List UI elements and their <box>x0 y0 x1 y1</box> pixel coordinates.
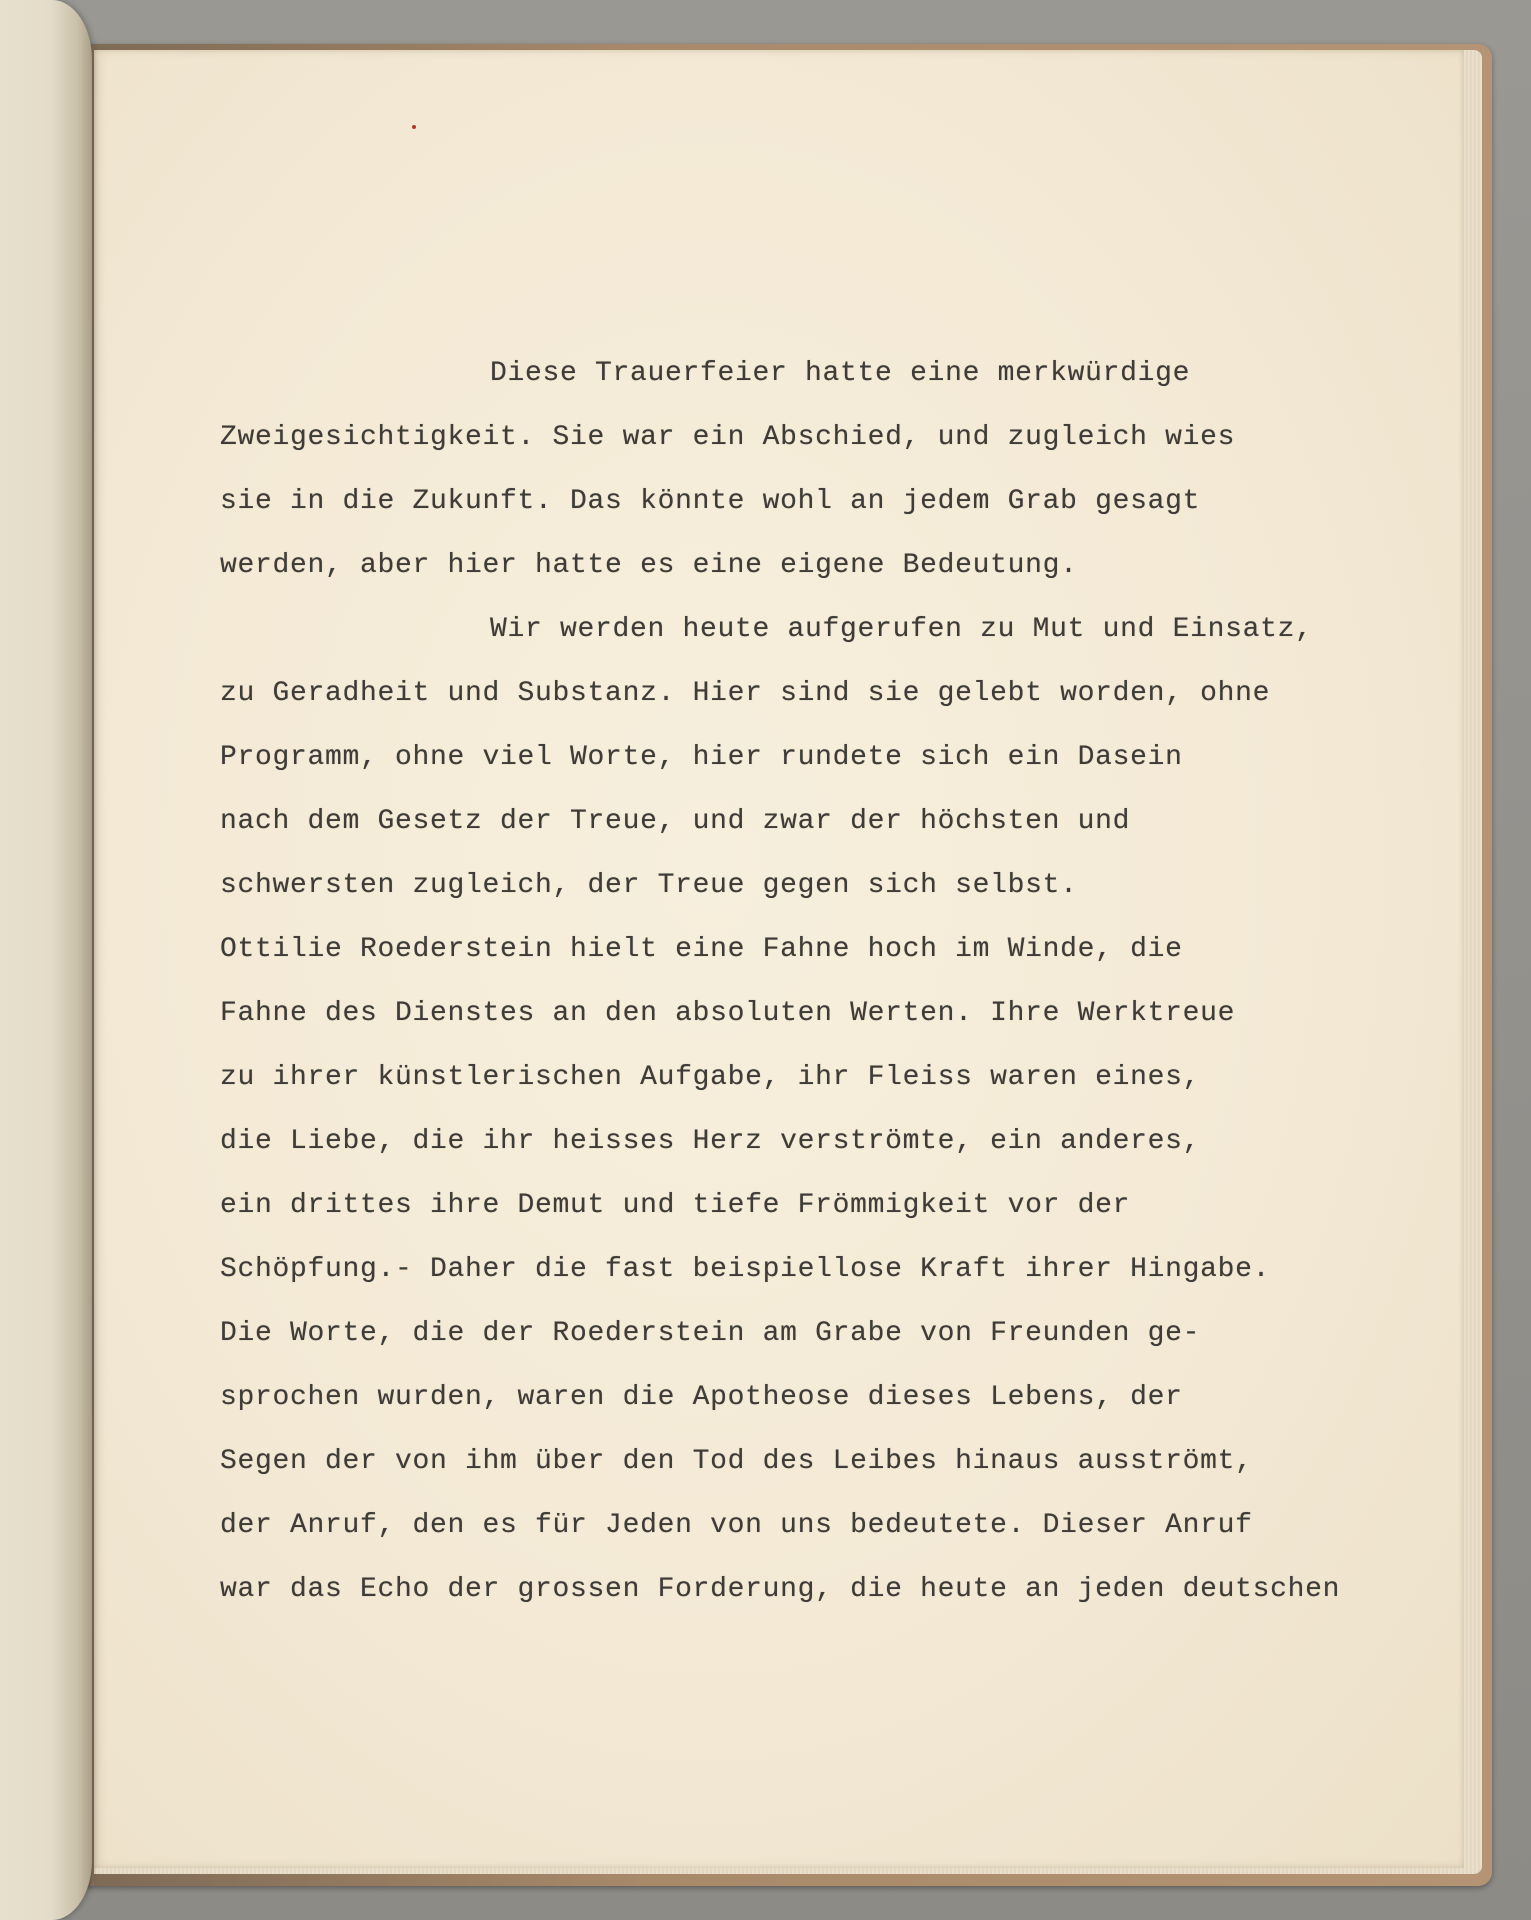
text-line: Zweigesichtigkeit. Sie war ein Abschied, und zugleich wies <box>220 422 1236 453</box>
text-line: Diese Trauerfeier hatte eine merkwürdige <box>490 358 1191 389</box>
text-line: der Anruf, den es für Jeden von uns bedeutete. Dieser Anruf <box>220 1510 1253 1541</box>
facing-left-page <box>0 0 92 1920</box>
text-line: ein drittes ihre Demut und tiefe Frömmigkeit vor der <box>220 1190 1131 1221</box>
text-line: werden, aber hier hatte es eine eigene Bedeutung. <box>220 550 1078 581</box>
text-line: schwersten zugleich, der Treue gegen sich selbst. <box>220 870 1078 901</box>
text-line: Programm, ohne viel Worte, hier rundete sich ein Dasein <box>220 742 1183 773</box>
text-line: sprochen wurden, waren die Apotheose dieses Lebens, der <box>220 1382 1183 1413</box>
text-line: war das Echo der grossen Forderung, die heute an jeden deutschen <box>220 1574 1341 1605</box>
text-line: Fahne des Dienstes an den absoluten Werten. Ihre Werktreue <box>220 998 1236 1029</box>
text-line: Die Worte, die der Roederstein am Grabe von Freunden ge- <box>220 1318 1201 1349</box>
text-line: Wir werden heute aufgerufen zu Mut und Einsatz, <box>490 614 1313 645</box>
text-line: die Liebe, die ihr heisses Herz verströmte, ein anderes, <box>220 1126 1201 1157</box>
typewritten-text <box>220 350 1470 1630</box>
text-line: Segen der von ihm über den Tod des Leibes hinaus ausströmt, <box>220 1446 1253 1477</box>
text-line: Ottilie Roederstein hielt eine Fahne hoch im Winde, die <box>220 934 1183 965</box>
text-line: Schöpfung.- Daher die fast beispiellose Kraft ihrer Hingabe. <box>220 1254 1271 1285</box>
text-line: zu Geradheit und Substanz. Hier sind sie gelebt worden, ohne <box>220 678 1271 709</box>
text-line: zu ihrer künstlerischen Aufgabe, ihr Fleiss waren eines, <box>220 1062 1201 1093</box>
text-line: sie in die Zukunft. Das könnte wohl an jedem Grab gesagt <box>220 486 1201 517</box>
text-line: nach dem Gesetz der Treue, und zwar der höchsten und <box>220 806 1131 837</box>
ink-mark <box>412 125 416 129</box>
